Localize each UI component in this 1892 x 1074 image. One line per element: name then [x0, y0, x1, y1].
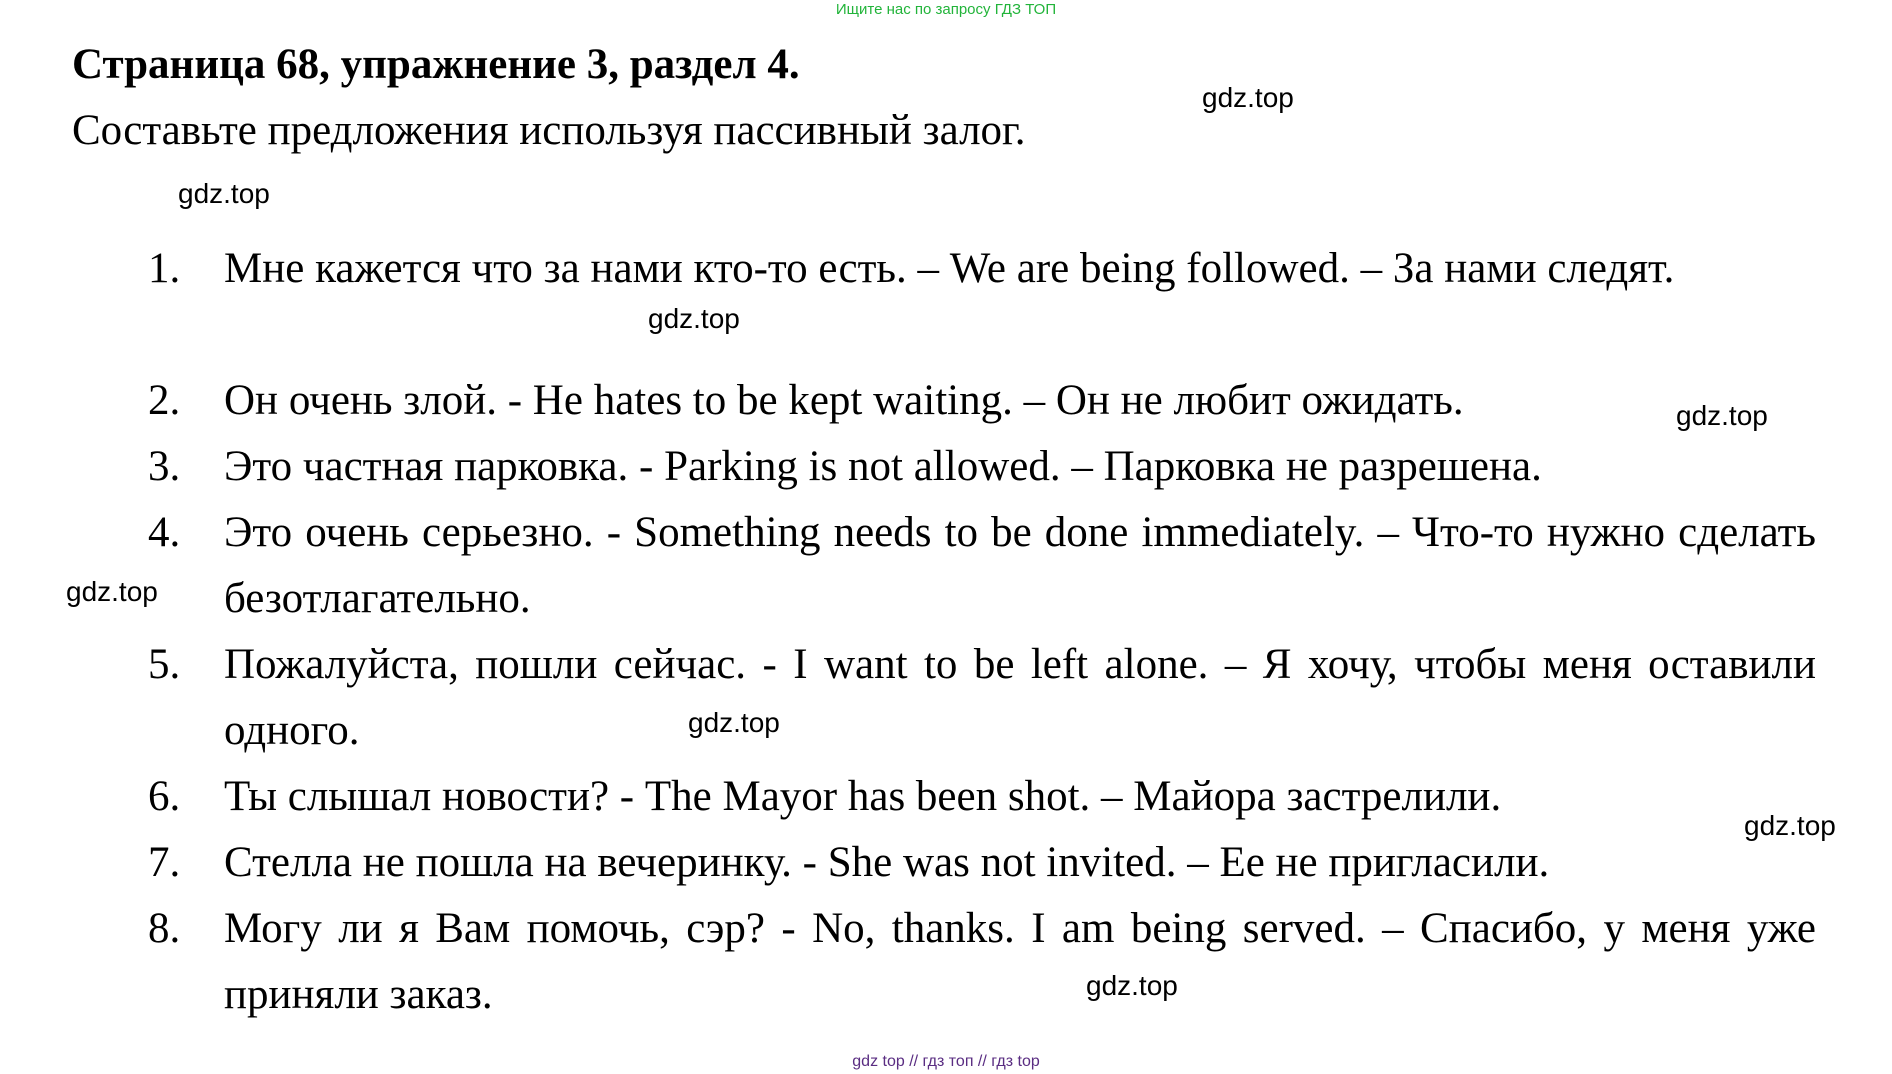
- item-text: Мне кажется что за нами кто-то есть. – We are being followed. – За нами следят.: [224, 245, 1675, 292]
- item-number: 4.: [148, 509, 181, 556]
- watermark: gdz.top: [688, 707, 780, 738]
- watermark: gdz.top: [648, 303, 740, 334]
- watermark: gdz.top: [1086, 970, 1178, 1001]
- item-number: 2.: [148, 377, 181, 424]
- watermark: gdz.top: [178, 178, 270, 209]
- watermark: gdz.top: [1202, 82, 1294, 113]
- item-number: 3.: [148, 443, 181, 490]
- watermark: gdz.top: [66, 576, 158, 607]
- item-text: Это частная парковка. - Parking is not allowed. – Парковка не разрешена.: [224, 443, 1542, 490]
- footer-links: gdz top // гдз топ // гдз top: [852, 1053, 1040, 1070]
- item-text: Он очень злой. - He hates to be kept waiting. – Он не любит ожидать.: [224, 377, 1464, 424]
- item-text: Могу ли я Вам помочь, сэр? - No, thanks. I am being served. – Спасибо, у меня уже приняли заказ.: [224, 905, 1816, 1018]
- search-hint-banner: Ищите нас по запросу ГДЗ ТОП: [835, 1, 1057, 18]
- item-text: Пожалуйста, пошли сейчас. - I want to be left alone. – Я хочу, чтобы меня оставили одного.: [224, 641, 1816, 754]
- task-instruction: Составьте предложения используя пассивный залог.: [72, 107, 1026, 154]
- item-text: Ты слышал новости? - The Mayor has been shot. – Майора застрелили.: [224, 773, 1502, 820]
- item-text: Стелла не пошла на вечеринку. - She was not invited. – Ее не пригласили.: [224, 839, 1550, 886]
- page-title: Страница 68, упражнение 3, раздел 4.: [72, 41, 800, 88]
- item-number: 1.: [148, 245, 181, 292]
- item-text: Это очень серьезно. - Something needs to be done immediately. – Что-то нужно сделать безотлагательно.: [224, 509, 1816, 622]
- watermark: gdz.top: [1744, 810, 1836, 841]
- item-number: 5.: [148, 641, 181, 688]
- item-number: 6.: [148, 773, 181, 820]
- item-number: 8.: [148, 905, 181, 952]
- item-number: 7.: [148, 839, 181, 886]
- watermark: gdz.top: [1676, 400, 1768, 431]
